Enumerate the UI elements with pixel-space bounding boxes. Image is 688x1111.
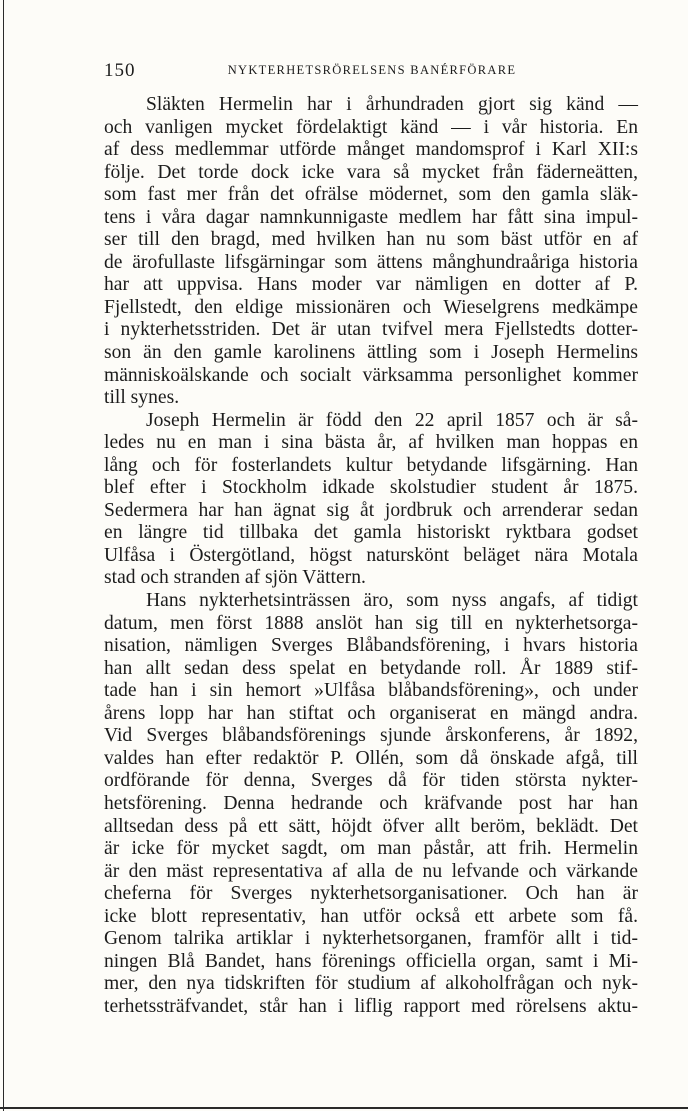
text-line: alltsedan dess på ett sätt, höjdt öfver allt beröm, beklädt. Det <box>104 815 638 837</box>
text-line: datum, men först 1888 anslöt han sig till en nykterhetsorga- <box>104 612 638 634</box>
text-line: Ulfåsa i Östergötland, högst naturskönt beläget nära Motala <box>104 544 638 566</box>
text-line: ningen Blå Bandet, hans förenings officiella organ, samt i Mi- <box>104 950 638 972</box>
text-line: är den mäst representativa af alla de nu lefvande och värkande <box>104 860 638 882</box>
page-header <box>104 60 640 82</box>
text-line: icke blott representativ, han utför också ett arbete som få. <box>104 905 638 927</box>
text-line: årens lopp har han stiftat och organiserat en mängd andra. <box>104 702 638 724</box>
text-line: Sedermera har han ägnat sig åt jordbruk och arrenderar sedan <box>104 499 638 521</box>
text-line: han allt sedan dess spelat en betydande roll. År 1889 stif- <box>104 657 638 679</box>
paragraph-2 <box>104 410 638 590</box>
text-line: nisation, nämligen Sverges Blåbandsförening, i hvars historia <box>104 635 638 657</box>
body-text <box>104 94 638 1018</box>
text-line: har att uppvisa. Hans moder var nämligen en dotter af P. <box>104 274 638 296</box>
text-line: Genom talrika artiklar i nykterhetsorganen, framför allt i tid- <box>104 928 638 950</box>
page-number: 150 <box>104 60 136 81</box>
text-line: mer, den nya tidskriften för studium af alkoholfrågan och nyk- <box>104 973 638 995</box>
text-line: följe. Det torde dock icke vara så mycket från fäderneätten, <box>104 161 638 183</box>
text-line: Släkten Hermelin har i århundraden gjort sig känd — <box>146 94 638 115</box>
text-line: i nykterhetsstriden. Det är utan tvifvel mera Fjellstedts dotter- <box>104 319 638 341</box>
running-title: NYKTERHETSRÖRELSENS BANÉRFÖRARE <box>227 63 517 77</box>
text-line: valdes han efter redaktör P. Ollén, som då önskade afgå, till <box>104 747 638 769</box>
text-line: som fast mer från det ofrälse mödernet, som den gamla släk- <box>104 184 638 206</box>
text-line: stad och stranden af sjön Vättern. <box>104 567 366 589</box>
text-line: son än den gamle karolinens ättling som i Joseph Hermelins <box>104 342 638 364</box>
paragraph-1 <box>104 94 638 410</box>
text-line: de ärofullaste lifsgärningar som ättens månghundraåriga historia <box>104 251 638 273</box>
text-line: hetsförening. Denna hedrande och kräfvande post har han <box>104 792 638 814</box>
text-line: Hans nykterhetsinträssen äro, som nyss angafs, af tidigt <box>146 590 638 612</box>
text-line: Joseph Hermelin är född den 22 april 1857 och är så- <box>146 409 638 431</box>
text-line: terhetssträfvandet, står han i liflig rapport med rörelsens aktu- <box>104 995 638 1017</box>
text-line: är icke för mycket sagdt, om man påstår, att frih. Hermelin <box>104 838 638 860</box>
paragraph-3 <box>104 590 638 1018</box>
text-line: lång och för fosterlandets kultur betydande lifsgärning. Han <box>104 454 638 476</box>
text-line: människoälskande och socialt värksamma personlighet kommer <box>104 364 638 386</box>
text-line: Fjellstedt, den eldige missionären och Wieselgrens medkämpe <box>104 296 638 318</box>
text-line: till synes. <box>104 387 180 409</box>
text-line: cheferna för Sverges nykterhetsorganisationer. Och han är <box>104 883 638 905</box>
text-line: tade han i sin hemort »Ulfåsa blåbandsförening», och under <box>104 680 638 702</box>
text-line: ordförande för denna, Sverges då för tiden största nykter- <box>104 770 638 792</box>
text-line: af dess medlemmar utförde månget mandomsprof i Karl XII:s <box>104 139 638 161</box>
text-line: en längre tid tillbaka det gamla historiskt ryktbara godset <box>104 522 638 544</box>
page-spine-edge <box>3 0 4 1111</box>
text-line: Vid Sverges blåbandsförenings sjunde årskonferens, år 1892, <box>104 725 638 747</box>
text-line: ser till den bragd, med hvilken han nu som bäst utför en af <box>104 229 638 251</box>
text-line: ledes nu en man i sina bästa år, af hvilken man hoppas en <box>104 432 638 454</box>
text-line: och vanligen mycket fördelaktigt känd — i vår historia. En <box>104 116 638 138</box>
page-bottom-edge <box>0 1107 688 1109</box>
text-line: blef efter i Stockholm idkade skolstudier student år 1875. <box>104 477 638 499</box>
text-line: tens i våra dagar namnkunnigaste medlem har fått sina impul- <box>104 206 638 228</box>
